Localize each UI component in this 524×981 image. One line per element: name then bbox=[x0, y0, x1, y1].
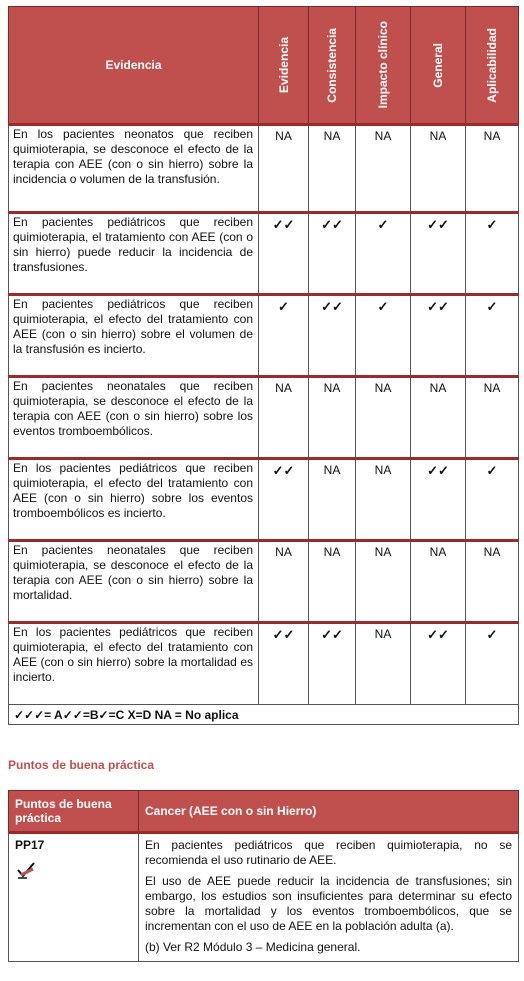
grade-cell: ✓ bbox=[466, 213, 519, 295]
table-row bbox=[9, 541, 519, 623]
grade-cell: NA bbox=[356, 377, 411, 459]
good-practice-header-row bbox=[9, 791, 519, 833]
grade-cell: NA bbox=[466, 377, 519, 459]
evidence-text: En pacientes pediátricos que reciben quimioterapia, el tratamiento con AEE (con o sin hierro) puede reducir la incidencia de transfusiones. bbox=[9, 213, 259, 295]
grade-cell: NA bbox=[259, 377, 309, 459]
grade-cell: ✓✓ bbox=[259, 213, 309, 295]
grade-cell: ✓ bbox=[466, 623, 519, 705]
col-header-aplicabilidad: Aplicabilidad bbox=[466, 7, 519, 125]
evidence-text: En pacientes neonatales que reciben quimioterapia, se desconoce el efecto de la terapia con AEE (con o sin hierro) sobre la mortalidad. bbox=[9, 541, 259, 623]
table-row bbox=[9, 213, 519, 295]
evidence-header: Evidencia bbox=[9, 7, 259, 125]
grade-cell: NA bbox=[411, 541, 466, 623]
grade-cell: ✓ bbox=[466, 295, 519, 377]
pen-check-icon bbox=[15, 859, 132, 885]
evidence-text: En los pacientes neonatos que reciben quimioterapia, se desconoce el efecto de la terapia con AEE (con o sin hierro) sobre la incidencia o volumen de la transfusión. bbox=[9, 125, 259, 213]
grade-cell: NA bbox=[356, 459, 411, 541]
grade-cell: NA bbox=[309, 377, 356, 459]
grade-cell: ✓✓ bbox=[309, 623, 356, 705]
grade-cell: ✓✓ bbox=[411, 295, 466, 377]
grade-cell: ✓ bbox=[259, 295, 309, 377]
grade-cell: ✓✓ bbox=[411, 213, 466, 295]
good-practice-paragraph: El uso de AEE puede reducir la incidencia de transfusiones; sin embargo, los estudios son insuficientes para determinar su efecto sobre la mortalidad y los eventos tromboembólicos, que se incrementan con el uso de AEE en la población adulta (a). bbox=[145, 874, 512, 933]
table-row bbox=[9, 125, 519, 213]
evidence-text: En pacientes neonatales que reciben quimioterapia, se desconoce el efecto de la terapia con AEE (con o sin hierro) sobre los eventos tromboembólicos. bbox=[9, 377, 259, 459]
section-title: Puntos de buena práctica bbox=[8, 758, 155, 772]
good-practice-reference: (b) Ver R2 Módulo 3 – Medicina general. bbox=[145, 940, 361, 954]
good-practice-header-right: Cancer (AEE con o sin Hierro) bbox=[139, 791, 519, 833]
grade-cell: NA bbox=[259, 541, 309, 623]
grade-cell: NA bbox=[356, 125, 411, 213]
col-header-impacto: Impacto clínico bbox=[356, 7, 411, 125]
grade-cell: ✓✓ bbox=[259, 459, 309, 541]
col-header-general: General bbox=[411, 7, 466, 125]
good-practice-table bbox=[8, 790, 519, 962]
grade-cell: NA bbox=[466, 541, 519, 623]
legend-row bbox=[9, 705, 519, 725]
grade-cell: ✓ bbox=[356, 213, 411, 295]
grade-cell: ✓✓ bbox=[309, 295, 356, 377]
evidence-header-row bbox=[9, 7, 519, 125]
good-practice-row bbox=[9, 833, 519, 962]
good-practice-code: PP17 bbox=[15, 838, 45, 852]
grade-cell: NA bbox=[309, 125, 356, 213]
col-header-consistencia: Consistencia bbox=[309, 7, 356, 125]
grade-cell: NA bbox=[466, 125, 519, 213]
table-row bbox=[9, 459, 519, 541]
grade-cell: ✓ bbox=[466, 459, 519, 541]
good-practice-content bbox=[139, 833, 519, 962]
evidence-text: En los pacientes pediátricos que reciben quimioterapia, el efecto del tratamiento con AEE (con o sin hierro) sobre la mortalidad es incierto. bbox=[9, 623, 259, 705]
grade-cell: NA bbox=[411, 377, 466, 459]
table-row bbox=[9, 295, 519, 377]
good-practice-code-cell bbox=[9, 833, 139, 962]
col-header-evidencia: Evidencia bbox=[259, 7, 309, 125]
grade-cell: NA bbox=[356, 541, 411, 623]
evidence-text: En pacientes pediátricos que reciben quimioterapia, el efecto del tratamiento con AEE (con o sin hierro) sobre el volumen de la transfusión es incierto. bbox=[9, 295, 259, 377]
grade-cell: NA bbox=[356, 623, 411, 705]
good-practice-paragraph: En pacientes pediátricos que reciben quimioterapia, no se recomienda el uso rutinario de AEE. bbox=[145, 838, 512, 867]
grade-cell: ✓ bbox=[356, 295, 411, 377]
grade-cell: ✓✓ bbox=[411, 623, 466, 705]
grade-cell: ✓✓ bbox=[259, 623, 309, 705]
table-row bbox=[9, 377, 519, 459]
good-practice-header-left: Puntos de buena práctica bbox=[9, 791, 139, 833]
grade-cell: NA bbox=[259, 125, 309, 213]
table-row bbox=[9, 623, 519, 705]
grade-cell: NA bbox=[309, 541, 356, 623]
grade-cell: NA bbox=[411, 125, 466, 213]
grade-cell: ✓✓ bbox=[309, 213, 356, 295]
grade-cell: ✓✓ bbox=[411, 459, 466, 541]
evidence-text: En los pacientes pediátricos que reciben quimioterapia, el efecto del tratamiento con AEE (con o sin hierro) sobre los eventos tromboembólicos es incierto. bbox=[9, 459, 259, 541]
grade-cell: NA bbox=[309, 459, 356, 541]
evidence-table bbox=[8, 6, 519, 725]
grade-legend: ✓✓✓= A✓✓=B✓=C X=D NA = No aplica bbox=[9, 705, 519, 725]
